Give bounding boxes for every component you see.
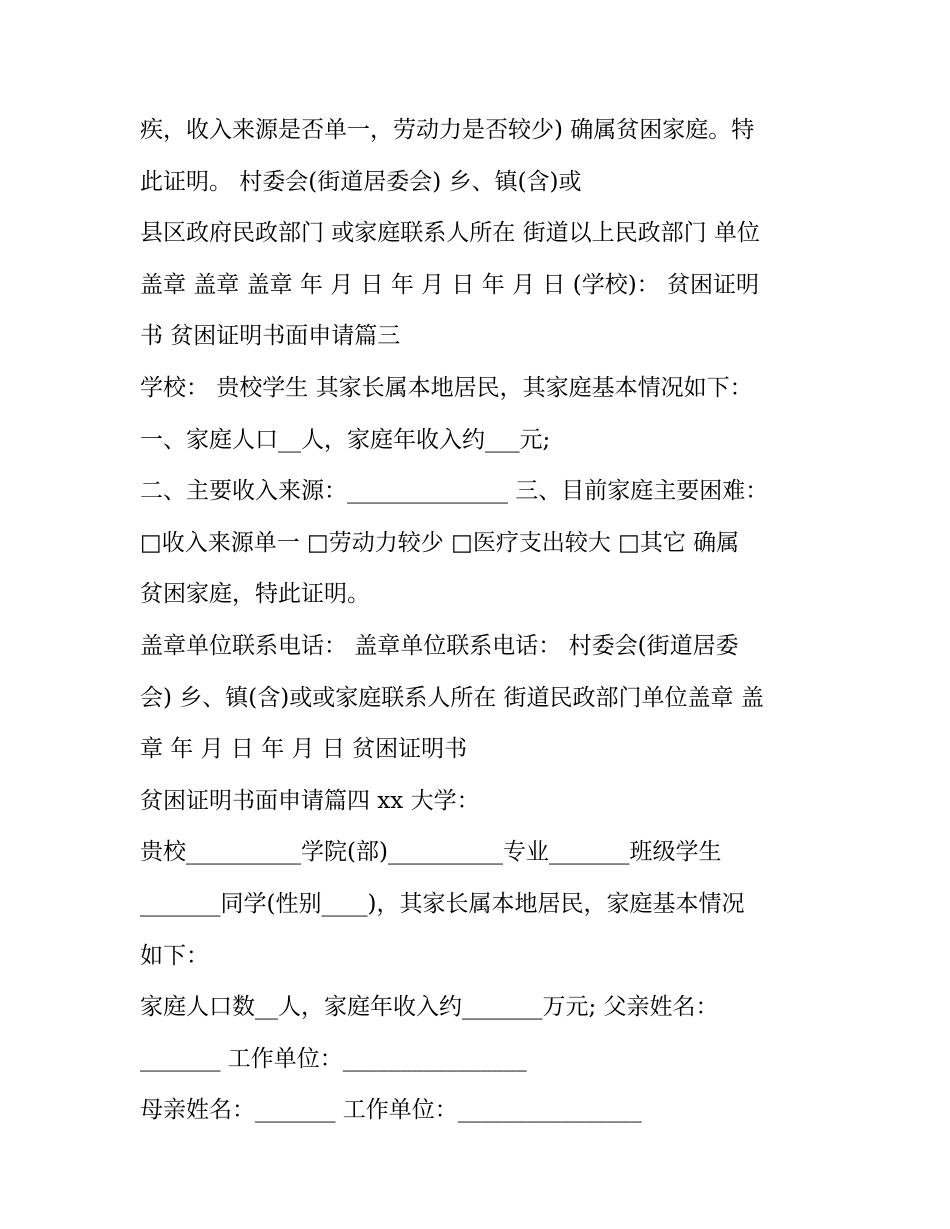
text-line-15: 贵校__________学院(部)__________专业_______班级学生 [140, 839, 722, 866]
text-line-10: 贫困家庭，特此证明。 [140, 581, 370, 608]
text-line-11: 盖章单位联系电话： 盖章单位联系电话： 村委会(街道居委 [140, 632, 739, 659]
text-line-7: 一、家庭人口__人，家庭年收入约___元; [140, 426, 551, 453]
text-line-2: 此证明。 村委会(街道居委会) 乡、镇(含)或 [140, 168, 582, 195]
text-line-20: 母亲姓名：_______ 工作单位：________________ [140, 1097, 642, 1124]
document-body [140, 105, 830, 1137]
text-line-5: 书 贫困证明书面申请篇三 [140, 323, 401, 350]
text-line-14: 贫困证明书面申请篇四 xx 大学： [140, 787, 480, 814]
text-line-4: 盖章 盖章 盖章 年 月 日 年 月 日 年 月 日 (学校)： 贫困证明 [140, 271, 759, 298]
text-line-18: 家庭人口数__人，家庭年收入约_______万元; 父亲姓名： [140, 994, 719, 1021]
text-line-13: 章 年 月 日 年 月 日 贫困证明书 [140, 736, 468, 763]
text-line-1: 疾，收入来源是否单一，劳动力是否较少) 确属贫困家庭。特 [140, 117, 755, 143]
text-line-16: _______同学(性别____)，其家长属本地居民，家庭基本情况 [140, 890, 745, 917]
text-line-9: □收入来源单一 □劳动力较少 □医疗支出较大 □其它 确属 [140, 529, 740, 556]
text-line-3: 县区政府民政部门 或家庭联系人所在 街道以上民政部门 单位 [140, 220, 760, 247]
text-line-12: 会) 乡、镇(含)或或家庭联系人所在 街道民政部门单位盖章 盖 [140, 684, 764, 711]
text-line-8: 二、主要收入来源：______________ 三、目前家庭主要困难： [140, 478, 769, 505]
text-line-17: 如下： [140, 942, 209, 969]
text-line-19: _______ 工作单位：________________ [140, 1045, 527, 1072]
text-line-6: 学校： 贵校学生 其家长属本地居民，其家庭基本情况如下： [140, 374, 753, 401]
